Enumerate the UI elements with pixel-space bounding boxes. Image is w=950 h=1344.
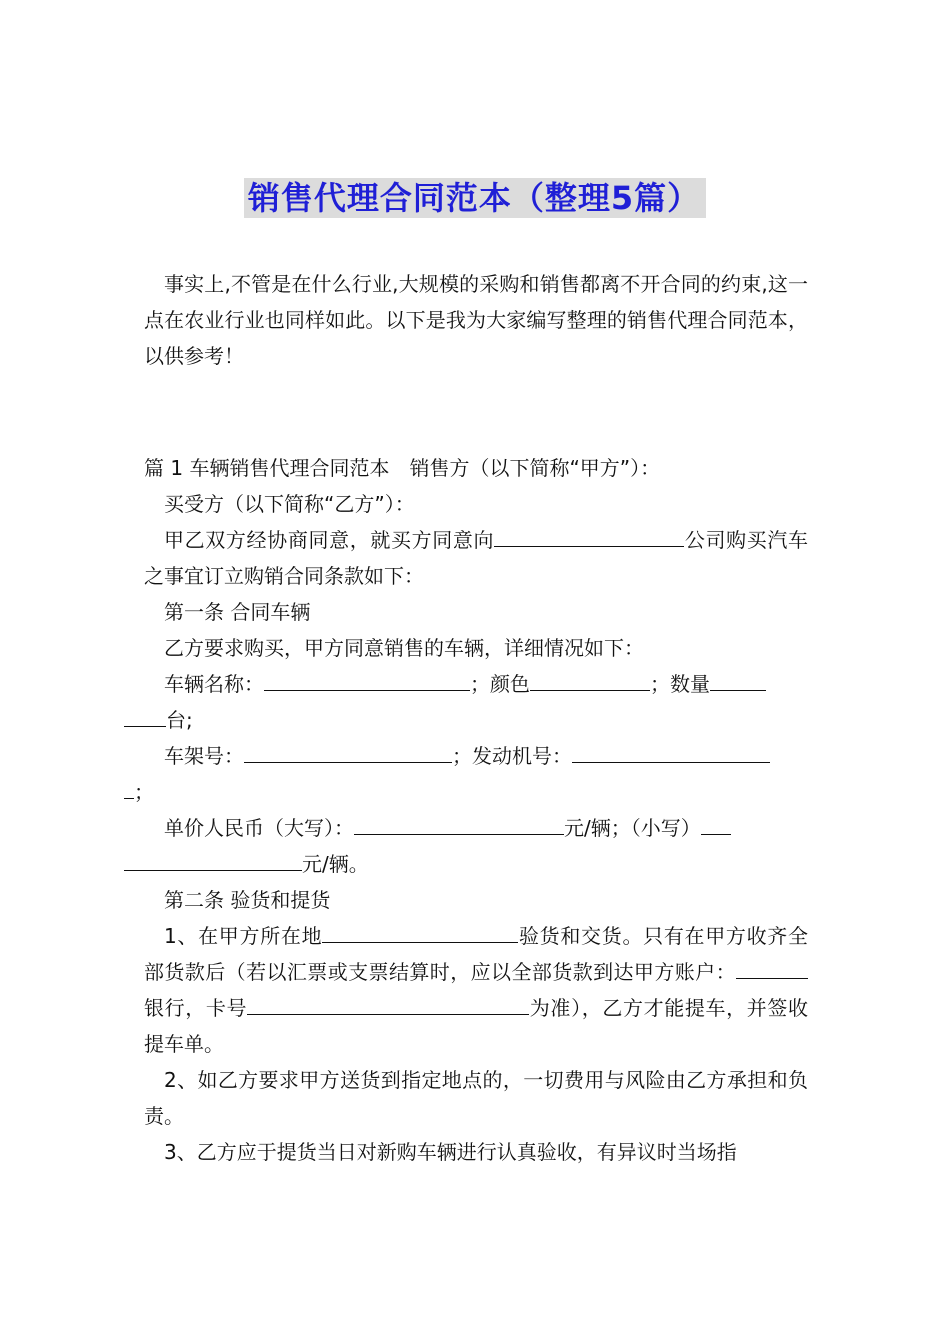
vehicle-name-blank	[264, 670, 470, 691]
title-container	[0, 178, 950, 218]
engine-blank-cont	[124, 778, 134, 799]
price-line	[144, 810, 808, 882]
document-title: 销售代理合同范本（整理5篇）	[244, 178, 706, 218]
intro-paragraph: 事实上,不管是在什么行业,大规模的采购和销售都离不开合同的约束,这一点在农业行业也同样如此。以下是我为大家编写整理的销售代理合同范本，以供参考！	[144, 272, 808, 368]
article2-heading: 第二条 验货和提货	[164, 888, 331, 912]
article2-clause3: 3、乙方应于提货当日对新购车辆进行认真验收，有异议时当场指	[164, 1140, 737, 1164]
price-label-c: 元/辆。	[302, 852, 369, 876]
article2-clause1	[144, 918, 808, 1062]
frame-blank	[244, 742, 452, 763]
article1-intro: 乙方要求购买，甲方同意销售的车辆，详细情况如下：	[164, 636, 644, 660]
price-upper-blank	[354, 814, 564, 835]
unit-label: 台;	[166, 708, 193, 732]
agreement-text-b: 公司购买汽车之事宜订立购销合同条款如下：	[144, 528, 809, 588]
clause1-text-b: 验货和交货。只有在甲方收齐全部货款后（若以汇票或支票结算时，应以全部货款到达甲方账户：	[144, 924, 808, 984]
article1-heading: 第一条 合同车辆	[164, 600, 311, 624]
price-label-b: 元/辆；（小写）	[564, 816, 701, 840]
location-blank	[322, 922, 518, 943]
clause1-text-a: 1、在甲方所在地	[164, 924, 323, 948]
vehicle-line	[144, 666, 808, 738]
card-number-blank	[247, 994, 529, 1015]
color-label: ；颜色	[470, 672, 530, 696]
semicolon: ；	[134, 780, 154, 804]
agreement-text-a: 甲乙双方经协商同意，就买方同意向	[164, 528, 495, 552]
company-blank	[494, 526, 684, 547]
section-heading: 篇 1 车辆销售代理合同范本 销售方（以下简称“甲方”）：	[144, 456, 661, 480]
clause1-text-d: 为准），乙方才能提车，并签收提车单。	[144, 996, 809, 1056]
color-blank	[530, 670, 650, 691]
clause1-text-c: 银行，卡号	[144, 996, 248, 1020]
quantity-blank-cont	[124, 706, 166, 727]
price-label-a: 单价人民币（大写）：	[164, 816, 354, 840]
price-lower-blank	[701, 814, 731, 835]
engine-blank	[572, 742, 770, 763]
frame-label: 车架号：	[164, 744, 244, 768]
quantity-label: ；数量	[650, 672, 710, 696]
frame-engine-line	[134, 738, 808, 810]
article2-clause2: 2、如乙方要求甲方送货到指定地点的，一切费用与风险由乙方承担和负责。	[144, 1068, 808, 1128]
document-body	[134, 266, 809, 1170]
buyer-line: 买受方（以下简称“乙方”）：	[164, 492, 415, 516]
engine-label: ；发动机号：	[452, 744, 572, 768]
bank-blank	[736, 958, 808, 979]
vehicle-name-label: 车辆名称：	[164, 672, 264, 696]
quantity-blank	[710, 670, 766, 691]
price-lower-blank-cont	[124, 850, 302, 871]
paragraph-gap	[144, 374, 808, 450]
agreement-paragraph	[144, 522, 808, 594]
